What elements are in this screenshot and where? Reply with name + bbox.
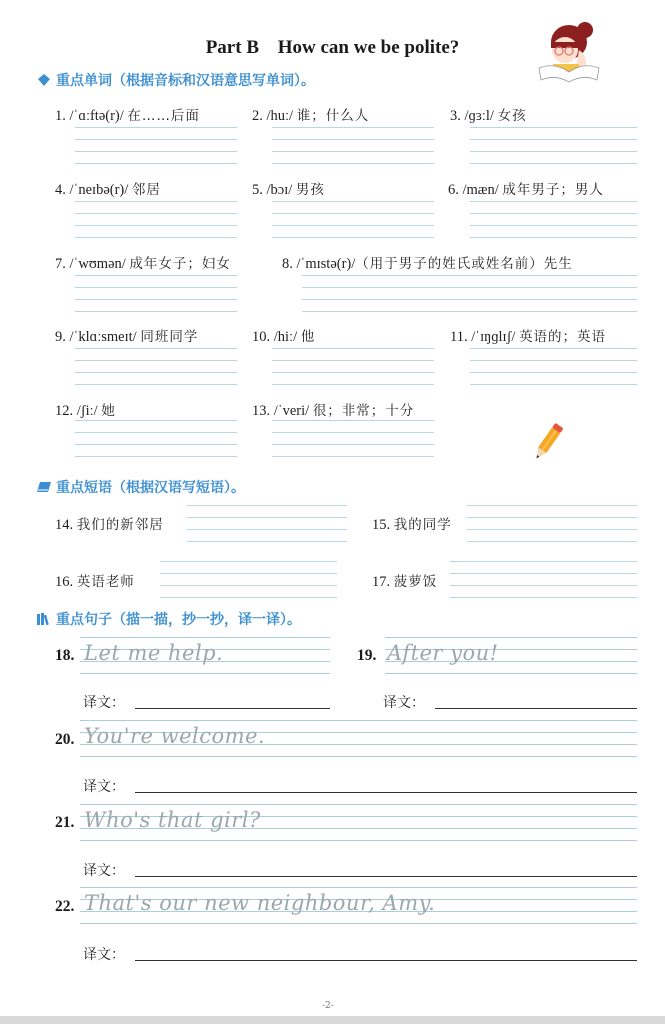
word-item-13: 13. /ˈveri/ 很；非常；十分 xyxy=(252,403,415,419)
translation-label-21: 译文： xyxy=(83,863,125,879)
trace-sentence-21: Who's that girl? xyxy=(84,808,261,832)
word-item-1: 1. /ˈɑːftə(r)/ 在……后面 xyxy=(55,108,200,124)
trace-sentence-22: That's our new neighbour, Amy. xyxy=(84,891,436,915)
pencil-icon xyxy=(530,420,566,464)
writing-lines-4[interactable] xyxy=(75,201,237,249)
phrase-lines-14[interactable] xyxy=(187,505,347,553)
book-tag-icon xyxy=(36,73,52,87)
phrase-lines-16[interactable] xyxy=(160,561,337,609)
phrase-item-14: 14. 我们的新邻居 xyxy=(55,517,164,533)
translation-field-19[interactable] xyxy=(435,708,637,709)
writing-lines-13[interactable] xyxy=(272,420,434,468)
word-item-9: 9. /ˈklɑːsmeɪt/ 同班同学 xyxy=(55,329,199,345)
part-label: Part B xyxy=(205,37,259,58)
phrase-item-16: 16. 英语老师 xyxy=(55,574,135,590)
phrase-item-17: 17. 菠萝饭 xyxy=(372,574,438,590)
translation-field-20[interactable] xyxy=(135,792,637,793)
trace-sentence-18: Let me help. xyxy=(84,641,224,665)
word-item-5: 5. /bɔɪ/ 男孩 xyxy=(252,182,325,198)
writing-lines-7[interactable] xyxy=(75,275,237,323)
translation-field-18[interactable] xyxy=(135,708,330,709)
word-item-6: 6. /mæn/ 成年男子；男人 xyxy=(448,182,604,198)
page-number: -2- xyxy=(322,1001,334,1011)
sentence-num-21: 21. xyxy=(55,814,75,831)
books-icon xyxy=(36,612,52,626)
word-item-10: 10. /hiː/ 他 xyxy=(252,329,316,345)
section-heading-text: 重点句子（描一描，抄一抄，译一译）。 xyxy=(56,612,301,628)
translation-label-18: 译文： xyxy=(83,695,125,711)
word-item-3: 3. /ɡɜːl/ 女孩 xyxy=(450,108,527,124)
section-heading-text: 重点短语（根据汉语写短语）。 xyxy=(56,480,245,496)
section-heading-text: 重点单词（根据音标和汉语意思写单词）。 xyxy=(56,73,315,89)
writing-lines-12[interactable] xyxy=(75,420,237,468)
writing-lines-3[interactable] xyxy=(470,127,637,175)
sentence-num-20: 20. xyxy=(55,731,75,748)
word-item-7: 7. /ˈwʊmən/ 成年女子；妇女 xyxy=(55,256,231,272)
sentence-num-19: 19. xyxy=(357,647,377,664)
notebook-icon xyxy=(36,480,52,494)
translation-label-20: 译文： xyxy=(83,779,125,795)
phrase-lines-17[interactable] xyxy=(450,561,637,609)
word-item-12: 12. /ʃiː/ 她 xyxy=(55,403,116,419)
section-heading-sentences xyxy=(36,609,301,629)
girl-reading-illustration xyxy=(535,20,605,86)
sentence-num-22: 22. xyxy=(55,898,75,915)
writing-lines-11[interactable] xyxy=(470,348,637,396)
section-heading-phrases xyxy=(36,477,245,497)
writing-lines-6[interactable] xyxy=(470,201,637,249)
sentence-num-18: 18. xyxy=(55,647,75,664)
title-text: How can we be polite? xyxy=(277,37,460,58)
word-item-11: 11. /ˈɪŋɡlɪʃ/ 英语的；英语 xyxy=(450,329,607,345)
trace-sentence-20: You're welcome. xyxy=(84,724,266,748)
writing-lines-2[interactable] xyxy=(272,127,434,175)
writing-lines-8[interactable] xyxy=(302,275,637,323)
translation-field-21[interactable] xyxy=(135,876,637,877)
bottom-edge xyxy=(0,1016,665,1024)
writing-lines-9[interactable] xyxy=(75,348,237,396)
phrase-lines-15[interactable] xyxy=(467,505,637,553)
trace-sentence-19: After you! xyxy=(387,641,499,665)
word-item-2: 2. /huː/ 谁；什么人 xyxy=(252,108,370,124)
section-heading-words xyxy=(36,70,315,90)
translation-label-22: 译文： xyxy=(83,947,125,963)
writing-lines-1[interactable] xyxy=(75,127,237,175)
writing-lines-5[interactable] xyxy=(272,201,434,249)
word-item-8: 8. /ˈmɪstə(r)/（用于男子的姓氏或姓名前）先生 xyxy=(282,256,573,272)
translation-label-19: 译文： xyxy=(383,695,425,711)
phrase-item-15: 15. 我的同学 xyxy=(372,517,452,533)
word-item-4: 4. /ˈneɪbə(r)/ 邻居 xyxy=(55,182,161,198)
writing-lines-10[interactable] xyxy=(272,348,434,396)
translation-field-22[interactable] xyxy=(135,960,637,961)
